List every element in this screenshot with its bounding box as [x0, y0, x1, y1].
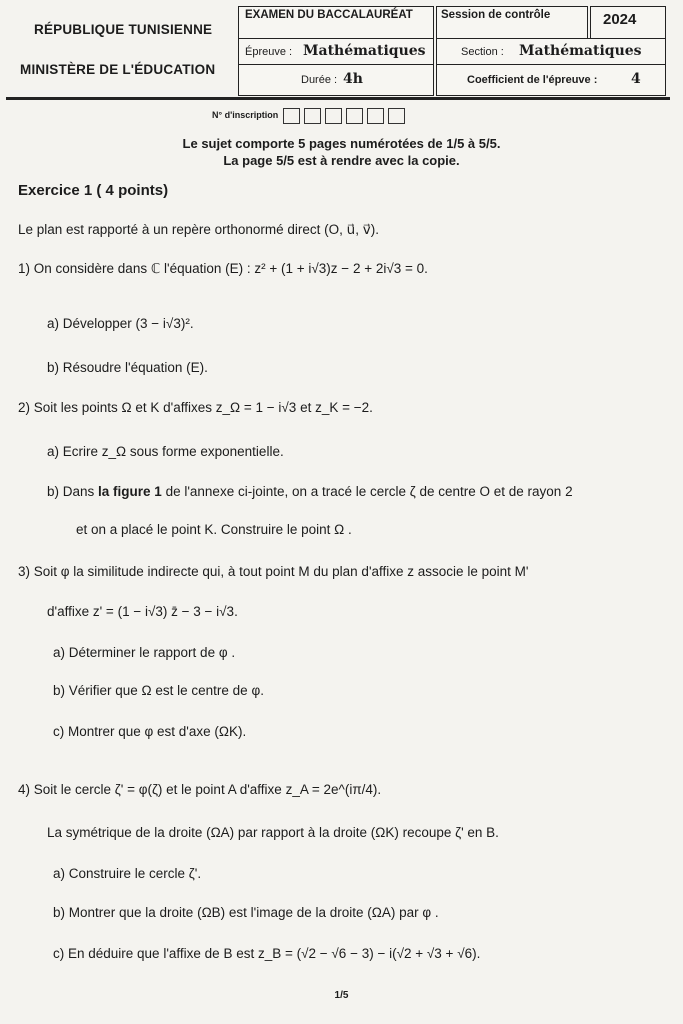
question-3-continued: d'affixe z' = (1 − i√3) z̄ − 3 − i√3. — [47, 604, 238, 619]
question-4: 4) Soit le cercle ζ' = φ(ζ) et le point A d'affixe z_A = 2e^(iπ/4). — [18, 782, 382, 797]
country-label: RÉPUBLIQUE TUNISIENNE — [34, 22, 213, 37]
inscription-box[interactable] — [325, 108, 342, 124]
inscription-box[interactable] — [388, 108, 405, 124]
question-2b — [47, 484, 573, 499]
page-number: 1/5 — [334, 990, 349, 1001]
question-2b-continued: et on a placé le point K. Construire le point Ω . — [76, 522, 352, 537]
question-1a: a) Développer (3 − i√3)². — [47, 316, 194, 331]
inscription-box[interactable] — [304, 108, 321, 124]
epreuve-label: Épreuve : — [245, 46, 293, 58]
header-left — [6, 6, 236, 94]
duree-value: 4h — [343, 71, 363, 87]
session-box — [436, 6, 588, 40]
inscription-label: N° d'inscription — [212, 110, 279, 120]
inscription-boxes — [283, 108, 409, 124]
epreuve-value: Mathématiques — [303, 43, 426, 59]
question-2b-suffix: de l'annexe ci-jointe, on a tracé le cercle ζ de centre O et de rayon 2 — [161, 484, 573, 499]
exam-label: EXAMEN DU BACCALAURÉAT — [245, 9, 413, 21]
intro-line-2: La page 5/5 est à rendre avec la copie. — [223, 153, 460, 168]
question-1b: b) Résoudre l'équation (E). — [47, 360, 208, 375]
coef-label: Coefficient de l'épreuve : — [467, 74, 598, 86]
session-label: Session de contrôle — [441, 9, 551, 21]
duree-box — [238, 64, 434, 96]
repere-text: Le plan est rapporté à un repère orthonormé direct (O, u⃗, v⃗). — [18, 222, 379, 237]
epreuve-box — [238, 38, 434, 66]
section-label: Section : — [461, 46, 504, 58]
section-value: Mathématiques — [519, 43, 642, 59]
question-2: 2) Soit les points Ω et K d'affixes z_Ω = 1 − i√3 et z_K = −2. — [18, 400, 373, 415]
year-label: 2024 — [603, 11, 637, 28]
inscription-box[interactable] — [283, 108, 300, 124]
inscription-box[interactable] — [346, 108, 363, 124]
question-3b: b) Vérifier que Ω est le centre de φ. — [53, 683, 264, 698]
question-2b-prefix: b) Dans — [47, 484, 99, 499]
year-box — [590, 6, 666, 40]
duree-label: Durée : — [301, 74, 338, 86]
exam-box — [238, 6, 434, 40]
coef-value: 4 — [631, 71, 641, 87]
coef-box — [436, 64, 666, 96]
intro-line-1: Le sujet comporte 5 pages numérotées de 1/5 à 5/5. — [182, 136, 501, 151]
ministry-label: MINISTÈRE DE L'ÉDUCATION — [20, 62, 216, 77]
question-4a: a) Construire le cercle ζ'. — [53, 866, 202, 881]
question-3c: c) Montrer que φ est d'axe (ΩK). — [53, 724, 247, 739]
figure-reference: la figure 1 — [98, 484, 162, 499]
section-box — [436, 38, 666, 66]
question-2a: a) Ecrire z_Ω sous forme exponentielle. — [47, 444, 284, 459]
question-4b: b) Montrer que la droite (ΩB) est l'image de la droite (ΩA) par φ . — [53, 905, 439, 920]
exercise-title: Exercice 1 ( 4 points) — [18, 182, 169, 199]
question-4-continued: La symétrique de la droite (ΩA) par rapport à la droite (ΩK) recoupe ζ' en B. — [47, 825, 499, 840]
question-1: 1) On considère dans ℂ l'équation (E) : z² + (1 + i√3)z − 2 + 2i√3 = 0. — [18, 261, 428, 276]
header-divider — [6, 97, 670, 100]
question-3a: a) Déterminer le rapport de φ . — [53, 645, 236, 660]
question-3: 3) Soit φ la similitude indirecte qui, à tout point M du plan d'affixe z associe le point M' — [18, 564, 529, 579]
question-4c: c) En déduire que l'affixe de B est z_B = (√2 − √6 − 3) − i(√2 + √3 + √6). — [53, 946, 481, 961]
inscription-box[interactable] — [367, 108, 384, 124]
